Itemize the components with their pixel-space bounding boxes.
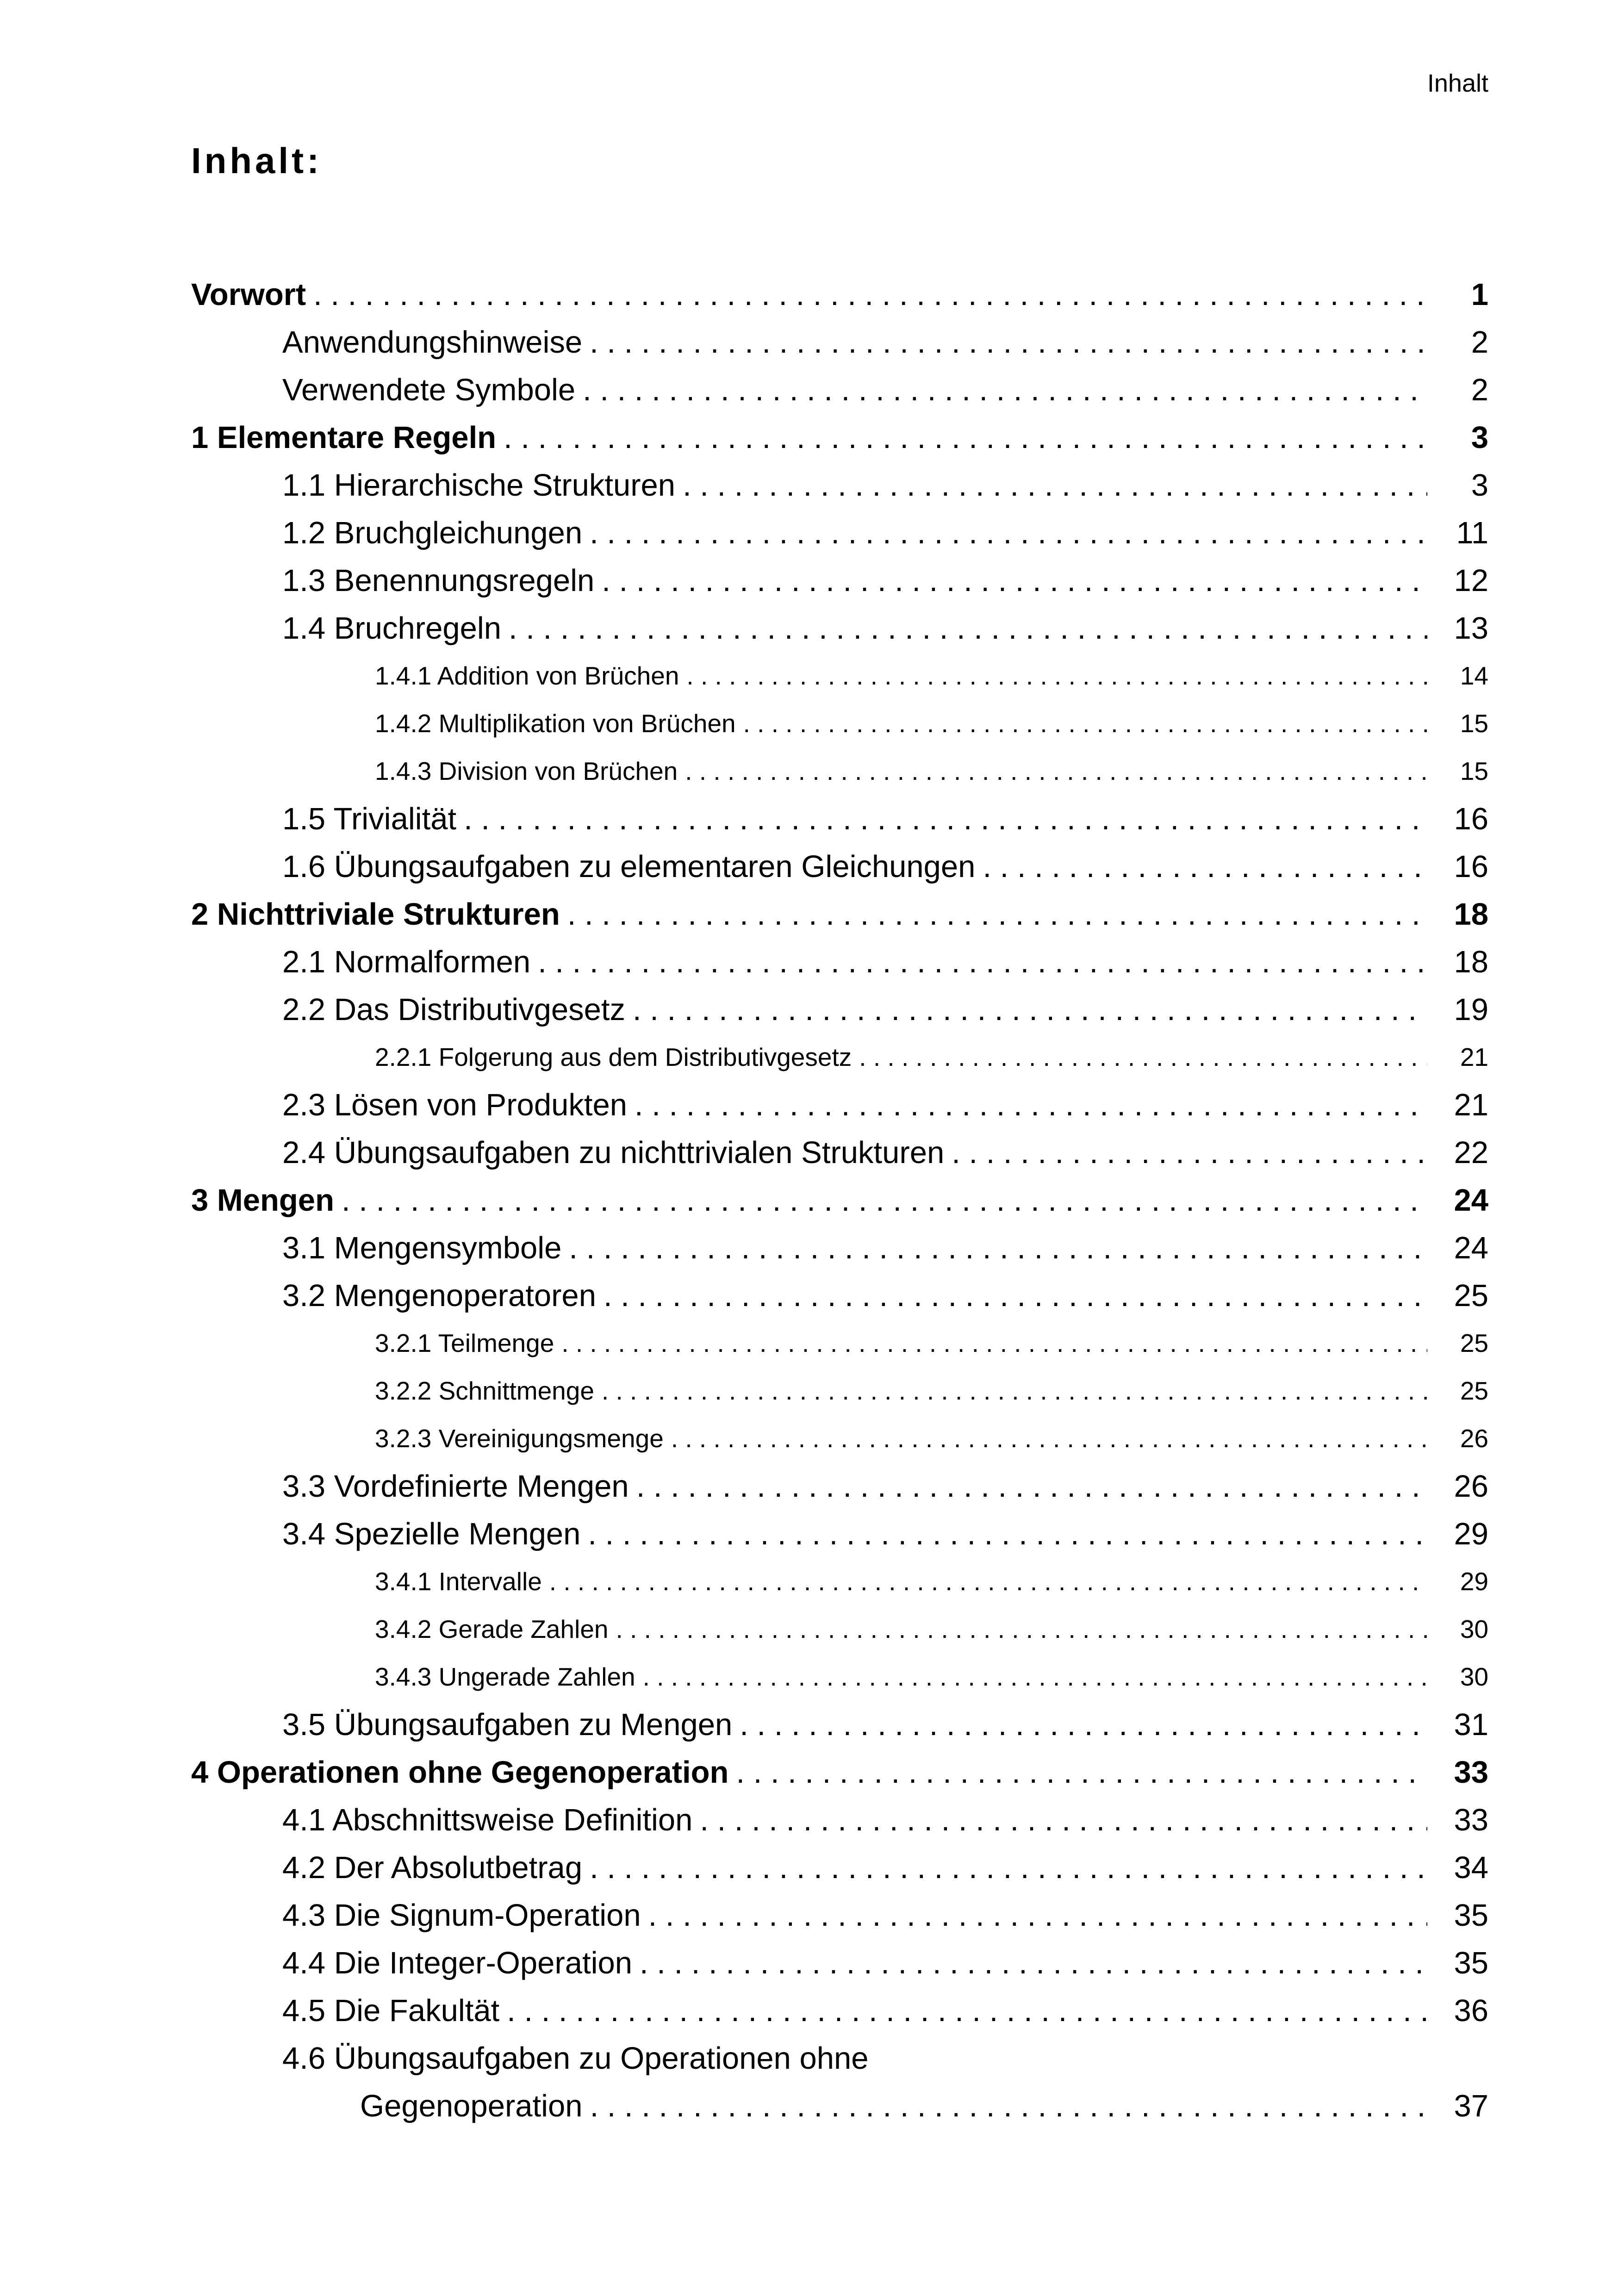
toc-entry	[191, 557, 1488, 604]
toc-entry-label: 1.1 Hierarchische Strukturen	[282, 468, 676, 503]
toc-entry-label: 1 Elementare Regeln	[191, 420, 497, 455]
toc-entry-label: 2.4 Übungsaufgaben zu nichttrivialen Strukturen	[282, 1135, 945, 1170]
toc-entry-page: 30	[1460, 1615, 1488, 1643]
toc-dot-leader	[538, 938, 1427, 986]
toc-entry-label: 4 Operationen ohne Gegenoperation	[191, 1755, 729, 1790]
toc-entry	[191, 1701, 1488, 1748]
toc-entry	[191, 1748, 1488, 1796]
toc-dot-leader	[740, 1701, 1427, 1748]
toc-entry-label: 1.6 Übungsaufgaben zu elementaren Gleichungen	[282, 849, 976, 884]
toc-entry-page: 2	[1471, 373, 1488, 407]
toc-entry	[191, 1462, 1488, 1510]
toc-dot-leader	[507, 1987, 1427, 2035]
toc-entry	[191, 1319, 1488, 1367]
toc-entry-page: 33	[1454, 1755, 1488, 1790]
toc-entry-label: 4.4 Die Integer-Operation	[282, 1946, 633, 1980]
toc-entry	[191, 1987, 1488, 2035]
toc-dot-leader	[952, 1129, 1427, 1176]
toc-entry-label: Gegenoperation	[360, 2089, 583, 2123]
toc-entry-page: 16	[1454, 802, 1488, 836]
toc-entry-label: 1.4.2 Multiplikation von Brüchen	[375, 709, 736, 738]
toc-entry-label: 3.4.3 Ungerade Zahlen	[375, 1662, 635, 1691]
toc-dot-leader	[616, 1605, 1427, 1653]
toc-entry-label: 4.1 Abschnittsweise Definition	[282, 1803, 693, 1837]
toc-entry-label: Anwendungshinweise	[282, 325, 583, 360]
toc-entry	[191, 509, 1488, 557]
toc-entry-page: 35	[1454, 1946, 1488, 1980]
toc-entry-label: 1.3 Benennungsregeln	[282, 563, 595, 598]
toc-dot-leader	[509, 604, 1427, 652]
toc-entry-page: 25	[1460, 1376, 1488, 1405]
toc-dot-leader	[643, 1653, 1427, 1701]
toc-entry-page: 26	[1454, 1469, 1488, 1504]
toc-dot-leader	[590, 2082, 1427, 2130]
toc-entry-label: 2.2.1 Folgerung aus dem Distributivgesetz	[375, 1043, 852, 1071]
toc-entry-page: 30	[1460, 1662, 1488, 1691]
toc-entry-page: 1	[1471, 277, 1488, 312]
toc-entry	[191, 1272, 1488, 1319]
toc-entry	[191, 1892, 1488, 1939]
toc-dot-leader	[590, 509, 1427, 557]
toc-entry-label: 1.4.1 Addition von Brüchen	[375, 661, 679, 690]
toc-dot-leader	[683, 461, 1427, 509]
toc-entry-page: 26	[1460, 1424, 1488, 1453]
toc-entry-page: 29	[1460, 1567, 1488, 1596]
toc-dot-leader	[590, 1844, 1427, 1892]
toc-entry-page: 14	[1460, 661, 1488, 690]
toc-dot-leader	[602, 557, 1427, 604]
toc-dot-leader	[633, 986, 1427, 1033]
toc-entry-label: 4.6 Übungsaufgaben zu Operationen ohne	[282, 2041, 869, 2076]
toc-entry	[191, 890, 1488, 938]
toc-entry-page: 34	[1454, 1850, 1488, 1885]
toc-dot-leader	[590, 318, 1427, 366]
toc-entry-page: 19	[1454, 992, 1488, 1027]
toc-entry-label: 3.4.1 Intervalle	[375, 1567, 542, 1596]
toc-entry-label: 3.2.2 Schnittmenge	[375, 1376, 594, 1405]
toc-entry	[191, 700, 1488, 747]
toc-entry-label: Vorwort	[191, 277, 306, 312]
toc-entry-label: 4.2 Der Absolutbetrag	[282, 1850, 583, 1885]
toc-dot-leader	[671, 1415, 1427, 1462]
toc-entry-page: 16	[1454, 849, 1488, 884]
toc-dot-leader	[464, 795, 1427, 843]
toc-entry-page: 25	[1460, 1329, 1488, 1357]
toc-entry	[191, 414, 1488, 461]
toc-entry	[191, 652, 1488, 700]
toc-entry-label: 3.1 Mengensymbole	[282, 1231, 562, 1265]
toc-list	[191, 271, 1488, 2130]
toc-entry	[191, 1796, 1488, 1844]
toc-entry	[191, 1224, 1488, 1272]
toc-dot-leader	[342, 1176, 1427, 1224]
toc-entry-label: 4.5 Die Fakultät	[282, 1993, 500, 2028]
toc-entry-page: 13	[1454, 611, 1488, 646]
toc-entry-page: 24	[1454, 1183, 1488, 1218]
toc-entry	[191, 747, 1488, 795]
toc-entry-page: 33	[1454, 1803, 1488, 1837]
toc-dot-leader	[736, 1748, 1427, 1796]
toc-entry	[191, 1415, 1488, 1462]
toc-dot-leader	[700, 1796, 1427, 1844]
toc-entry-label: 3.4.2 Gerade Zahlen	[375, 1615, 609, 1643]
toc-entry-page: 31	[1454, 1707, 1488, 1742]
toc-entry	[191, 1653, 1488, 1701]
toc-entry	[191, 1081, 1488, 1129]
toc-entry-label: 1.5 Trivialität	[282, 802, 457, 836]
toc-entry-page: 21	[1460, 1043, 1488, 1071]
toc-entry-label: 3.5 Übungsaufgaben zu Mengen	[282, 1707, 733, 1742]
toc-entry	[191, 986, 1488, 1033]
toc-entry	[191, 1129, 1488, 1176]
toc-entry	[191, 938, 1488, 986]
toc-entry-page: 24	[1454, 1231, 1488, 1265]
toc-dot-leader	[549, 1558, 1427, 1605]
toc-entry	[191, 604, 1488, 652]
toc-entry	[191, 1176, 1488, 1224]
toc-entry	[191, 1939, 1488, 1987]
running-header: Inhalt	[1427, 69, 1488, 97]
toc-dot-leader	[602, 1367, 1427, 1415]
toc-entry-label: 2 Nichttriviale Strukturen	[191, 897, 560, 932]
toc-entry-page: 3	[1471, 420, 1488, 455]
toc-entry-page: 36	[1454, 1993, 1488, 2028]
toc-entry	[191, 461, 1488, 509]
toc-entry-page: 18	[1454, 897, 1488, 932]
toc-dot-leader	[743, 700, 1427, 747]
toc-dot-leader	[859, 1033, 1427, 1081]
toc-entry-label: 3.2 Mengenoperatoren	[282, 1278, 596, 1313]
toc-entry-label: 1.2 Bruchgleichungen	[282, 516, 583, 550]
toc-entry	[191, 1033, 1488, 1081]
toc-dot-leader	[640, 1939, 1427, 1987]
toc-entry-label: 1.4 Bruchregeln	[282, 611, 502, 646]
toc-dot-leader	[604, 1272, 1427, 1319]
toc-entry-label: 3 Mengen	[191, 1183, 334, 1218]
toc-dot-leader	[588, 1510, 1427, 1558]
toc-entry-label: 3.4 Spezielle Mengen	[282, 1517, 581, 1551]
toc-dot-leader	[504, 414, 1427, 461]
toc-entry	[191, 843, 1488, 890]
toc-entry-page: 15	[1460, 757, 1488, 785]
toc-entry-page: 37	[1454, 2089, 1488, 2123]
toc-entry	[191, 271, 1488, 318]
toc-entry-label: 1.4.3 Division von Brüchen	[375, 757, 678, 785]
toc-dot-leader	[648, 1892, 1427, 1939]
toc-entry-label: 3.2.1 Teilmenge	[375, 1329, 554, 1357]
toc-entry-page: 15	[1460, 709, 1488, 738]
toc-entry-label: 4.3 Die Signum-Operation	[282, 1898, 641, 1933]
toc-entry-label: Verwendete Symbole	[282, 373, 576, 407]
toc-dot-leader	[636, 1462, 1427, 1510]
toc-entry	[191, 795, 1488, 843]
toc-entry-page: 18	[1454, 945, 1488, 979]
toc-entry	[191, 1844, 1488, 1892]
toc-entry	[191, 1558, 1488, 1605]
toc-entry	[191, 1367, 1488, 1415]
toc-dot-leader	[685, 747, 1427, 795]
toc-entry-label: 2.3 Lösen von Produkten	[282, 1088, 627, 1122]
toc-entry-page: 21	[1454, 1088, 1488, 1122]
toc-entry	[191, 1605, 1488, 1653]
toc-entry-label: 2.2 Das Distributivgesetz	[282, 992, 626, 1027]
toc-entry-page: 22	[1454, 1135, 1488, 1170]
toc-entry	[191, 366, 1488, 414]
toc-entry-label: 3.2.3 Vereinigungsmenge	[375, 1424, 664, 1453]
toc-entry	[191, 318, 1488, 366]
toc-dot-leader	[583, 366, 1427, 414]
toc-entry-page: 11	[1456, 516, 1488, 550]
toc-dot-leader	[313, 271, 1427, 318]
page-title: Inhalt:	[191, 140, 323, 181]
toc-entry-page: 35	[1454, 1898, 1488, 1933]
toc-entry	[191, 2035, 1488, 2082]
toc-dot-leader	[567, 890, 1427, 938]
toc-entry-page: 25	[1454, 1278, 1488, 1313]
toc-dot-leader	[635, 1081, 1427, 1129]
toc-entry-label: 2.1 Normalformen	[282, 945, 531, 979]
toc-entry-page: 3	[1471, 468, 1488, 503]
toc-dot-leader	[561, 1319, 1427, 1367]
toc-entry-page: 12	[1454, 563, 1488, 598]
toc-entry	[191, 2082, 1488, 2130]
toc-dot-leader	[686, 652, 1427, 700]
toc-dot-leader	[569, 1224, 1427, 1272]
toc-entry-page: 29	[1454, 1517, 1488, 1551]
toc-dot-leader	[983, 843, 1427, 890]
toc-entry	[191, 1510, 1488, 1558]
toc-entry-page: 2	[1471, 325, 1488, 360]
toc-entry-label: 3.3 Vordefinierte Mengen	[282, 1469, 629, 1504]
